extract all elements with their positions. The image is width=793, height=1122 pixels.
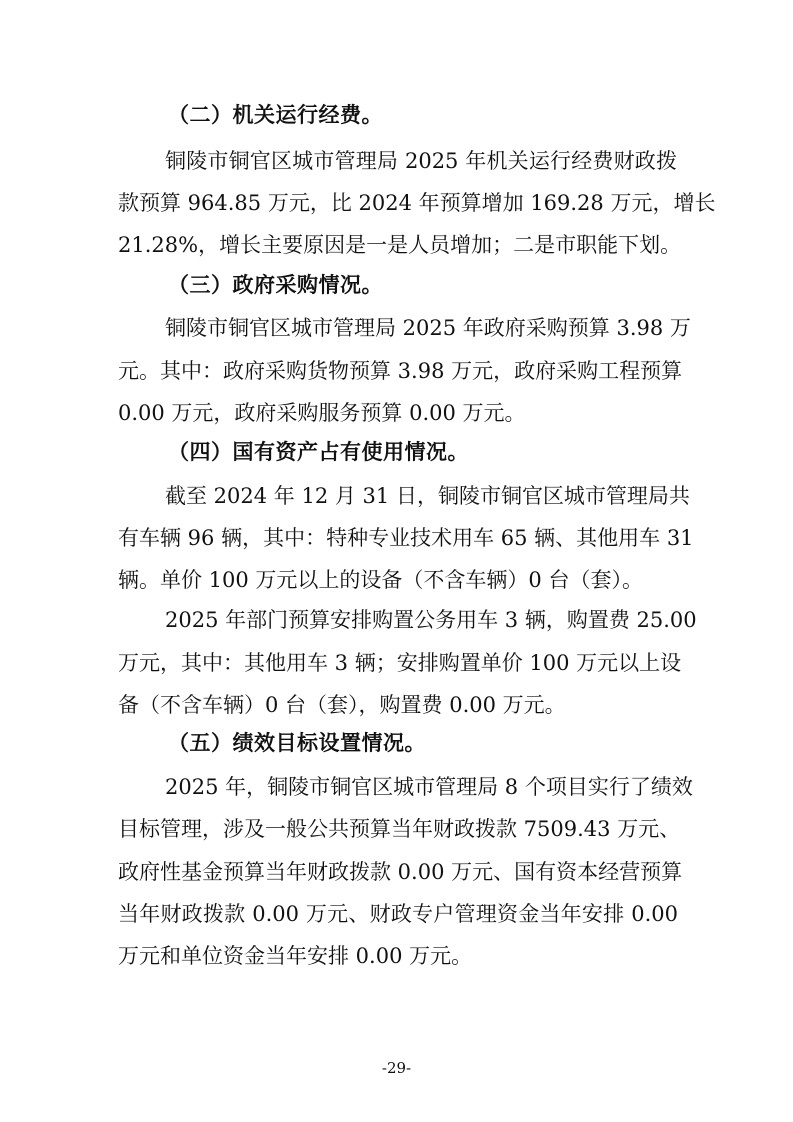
paragraph-line: 辆。单价 100 万元以上的设备（不含车辆）0 台（套）。	[118, 568, 643, 592]
paragraph-line: 当年财政拨款 0.00 万元、财政专户管理资金当年安排 0.00	[118, 902, 678, 926]
paragraph-line: 截至 2024 年 12 月 31 日，铜陵市铜官区城市管理局共	[165, 484, 690, 508]
paragraph-line: 元。其中：政府采购货物预算 3.98 万元，政府采购工程预算	[118, 359, 683, 383]
paragraph-line: 款预算 964.85 万元，比 2024 年预算增加 169.28 万元，增长	[118, 191, 716, 215]
paragraph-line: 0.00 万元，政府采购服务预算 0.00 万元。	[118, 401, 526, 425]
section-heading-state-assets: （四）国有资产占有使用情况。	[168, 440, 469, 464]
paragraph-line: 21.28%，增长主要原因是一是人员增加；二是市职能下划。	[118, 233, 682, 257]
page-number: -29-	[381, 1059, 412, 1077]
paragraph-line: 有车辆 96 辆，其中：特种专业技术用车 65 辆、其他用车 31	[118, 526, 694, 550]
section-heading-government-procurement: （三）政府采购情况。	[168, 273, 383, 297]
paragraph-line: 目标管理，涉及一般公共预算当年财政拨款 7509.43 万元、	[118, 817, 681, 841]
paragraph-line: 2025 年，铜陵市铜官区城市管理局 8 个项目实行了绩效	[165, 775, 693, 799]
paragraph-line: 铜陵市铜官区城市管理局 2025 年机关运行经费财政拨	[165, 149, 677, 173]
paragraph-line: 备（不含车辆）0 台（套），购置费 0.00 万元。	[118, 693, 566, 717]
paragraph-line: 铜陵市铜官区城市管理局 2025 年政府采购预算 3.98 万	[165, 316, 691, 340]
paragraph-line: 万元，其中：其他用车 3 辆；安排购置单价 100 万元以上设	[118, 651, 682, 675]
section-heading-performance-targets: （五）绩效目标设置情况。	[168, 731, 426, 755]
paragraph-line: 政府性基金预算当年财政拨款 0.00 万元、国有资本经营预算	[118, 860, 683, 884]
paragraph-line: 2025 年部门预算安排购置公务用车 3 辆，购置费 25.00	[165, 608, 697, 632]
paragraph-line: 万元和单位资金当年安排 0.00 万元。	[118, 944, 473, 968]
section-heading-operating-expenses: （二）机关运行经费。	[168, 103, 383, 127]
